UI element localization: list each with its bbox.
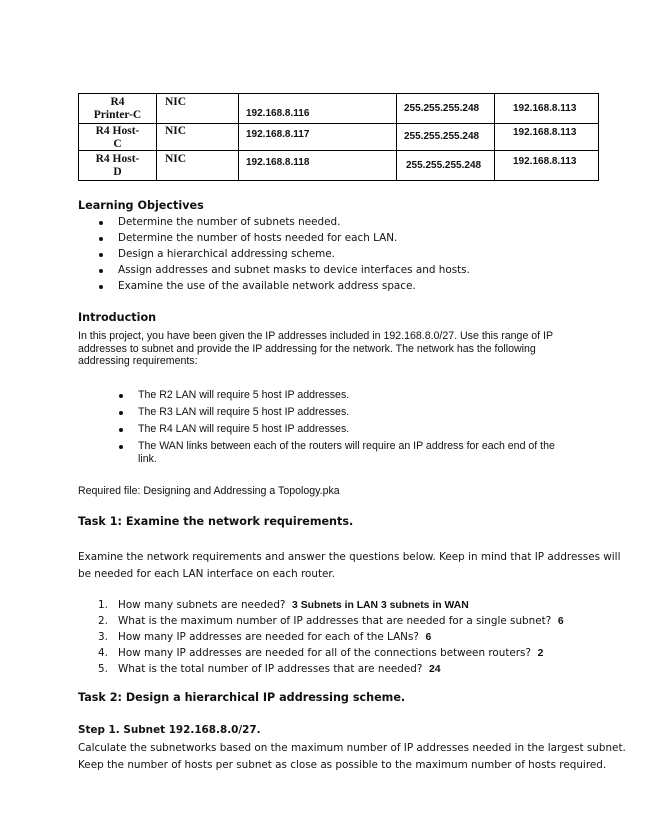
answer-text: 2 bbox=[537, 648, 544, 659]
answer-text: 3 Subnets in LAN 3 subnets in WAN bbox=[292, 600, 469, 611]
question-text: What is the maximum number of IP addresses that are needed for a single subnet? 6 bbox=[118, 615, 564, 627]
list-item: The R3 LAN will require 5 host IP addresses. bbox=[138, 406, 350, 418]
bullet-icon bbox=[99, 237, 103, 241]
bullet-icon bbox=[119, 411, 123, 415]
question-text: How many IP addresses are needed for each of the LANs? 6 bbox=[118, 631, 432, 643]
task1-paragraph: Examine the network requirements and answer the questions below. Keep in mind that IP addresses will be needed for each LAN interface on each router. bbox=[78, 551, 621, 580]
default-gateway-cell: 192.168.8.113 bbox=[513, 156, 577, 167]
bullet-icon bbox=[119, 445, 123, 449]
bullet-icon bbox=[119, 428, 123, 432]
subnet-mask-cell: 255.255.255.248 bbox=[406, 160, 482, 171]
bullet-icon bbox=[99, 285, 103, 289]
question-text: How many IP addresses are needed for all of the connections between routers? 2 bbox=[118, 647, 544, 659]
question-number: 1. bbox=[98, 599, 108, 611]
interface-cell: NIC bbox=[165, 96, 187, 108]
interface-cell: NIC bbox=[165, 125, 187, 137]
list-item: Determine the number of hosts needed for each LAN. bbox=[118, 232, 398, 244]
learning-objectives-heading: Learning Objectives bbox=[78, 199, 204, 212]
task1-heading: Task 1: Examine the network requirements. bbox=[78, 515, 354, 528]
device-cell: R4 Printer-C bbox=[93, 96, 142, 121]
subnet-mask-cell: 255.255.255.248 bbox=[404, 131, 480, 142]
question-number: 4. bbox=[98, 647, 108, 659]
list-item: Determine the number of subnets needed. bbox=[118, 216, 341, 228]
answer-text: 6 bbox=[425, 632, 432, 643]
step1-heading: Step 1. Subnet 192.168.8.0/27. bbox=[78, 724, 261, 736]
bullet-icon bbox=[99, 253, 103, 257]
list-item: The WAN links between each of the routers will require an IP address for each end of the link. bbox=[138, 440, 555, 465]
question-number: 3. bbox=[98, 631, 108, 643]
list-item: The R4 LAN will require 5 host IP addresses. bbox=[138, 423, 350, 435]
task2-heading: Task 2: Design a hierarchical IP addressing scheme. bbox=[78, 691, 406, 704]
bullet-icon bbox=[119, 394, 123, 398]
default-gateway-cell: 192.168.8.113 bbox=[513, 103, 577, 114]
question-number: 2. bbox=[98, 615, 108, 627]
question-text: What is the total number of IP addresses that are needed? 24 bbox=[118, 663, 441, 675]
introduction-paragraph: In this project, you have been given the IP addresses included in 192.168.8.0/27. Use this range of IP addresses to subnet and provide the IP addressing for the network. The network has the following addressing requirements: bbox=[78, 330, 554, 367]
list-item: Design a hierarchical addressing scheme. bbox=[118, 248, 335, 260]
question-text: How many subnets are needed? 3 Subnets in LAN 3 subnets in WAN bbox=[118, 599, 469, 611]
question-number: 5. bbox=[98, 663, 108, 675]
default-gateway-cell: 192.168.8.113 bbox=[513, 127, 577, 138]
ip-address-cell: 192.168.8.118 bbox=[246, 157, 310, 168]
ip-address-cell: 192.168.8.117 bbox=[246, 129, 310, 140]
bullet-icon bbox=[99, 269, 103, 273]
addressing-table bbox=[78, 93, 599, 181]
list-item: Assign addresses and subnet masks to device interfaces and hosts. bbox=[118, 264, 470, 276]
table-divider bbox=[494, 94, 495, 180]
table-divider bbox=[156, 94, 157, 180]
table-divider bbox=[396, 94, 397, 180]
bullet-icon bbox=[99, 221, 103, 225]
answer-text: 24 bbox=[428, 664, 441, 675]
answer-text: 6 bbox=[557, 616, 564, 627]
device-cell: R4 Host- D bbox=[95, 153, 140, 178]
interface-cell: NIC bbox=[165, 153, 187, 165]
table-divider bbox=[238, 94, 239, 180]
table-divider bbox=[79, 150, 598, 151]
list-item: Examine the use of the available network address space. bbox=[118, 280, 416, 292]
ip-address-cell: 192.168.8.116 bbox=[246, 108, 310, 119]
step1-paragraph: Calculate the subnetworks based on the maximum number of IP addresses needed in the largest subnet. Keep the number of hosts per subnet as close as possible to the maximum number of hosts required. bbox=[78, 742, 626, 771]
required-file-text: Required file: Designing and Addressing a Topology.pka bbox=[78, 485, 340, 497]
introduction-heading: Introduction bbox=[78, 311, 157, 324]
subnet-mask-cell: 255.255.255.248 bbox=[404, 103, 480, 114]
device-cell: R4 Host- C bbox=[95, 125, 140, 150]
list-item: The R2 LAN will require 5 host IP addresses. bbox=[138, 389, 350, 401]
table-divider bbox=[79, 123, 598, 124]
